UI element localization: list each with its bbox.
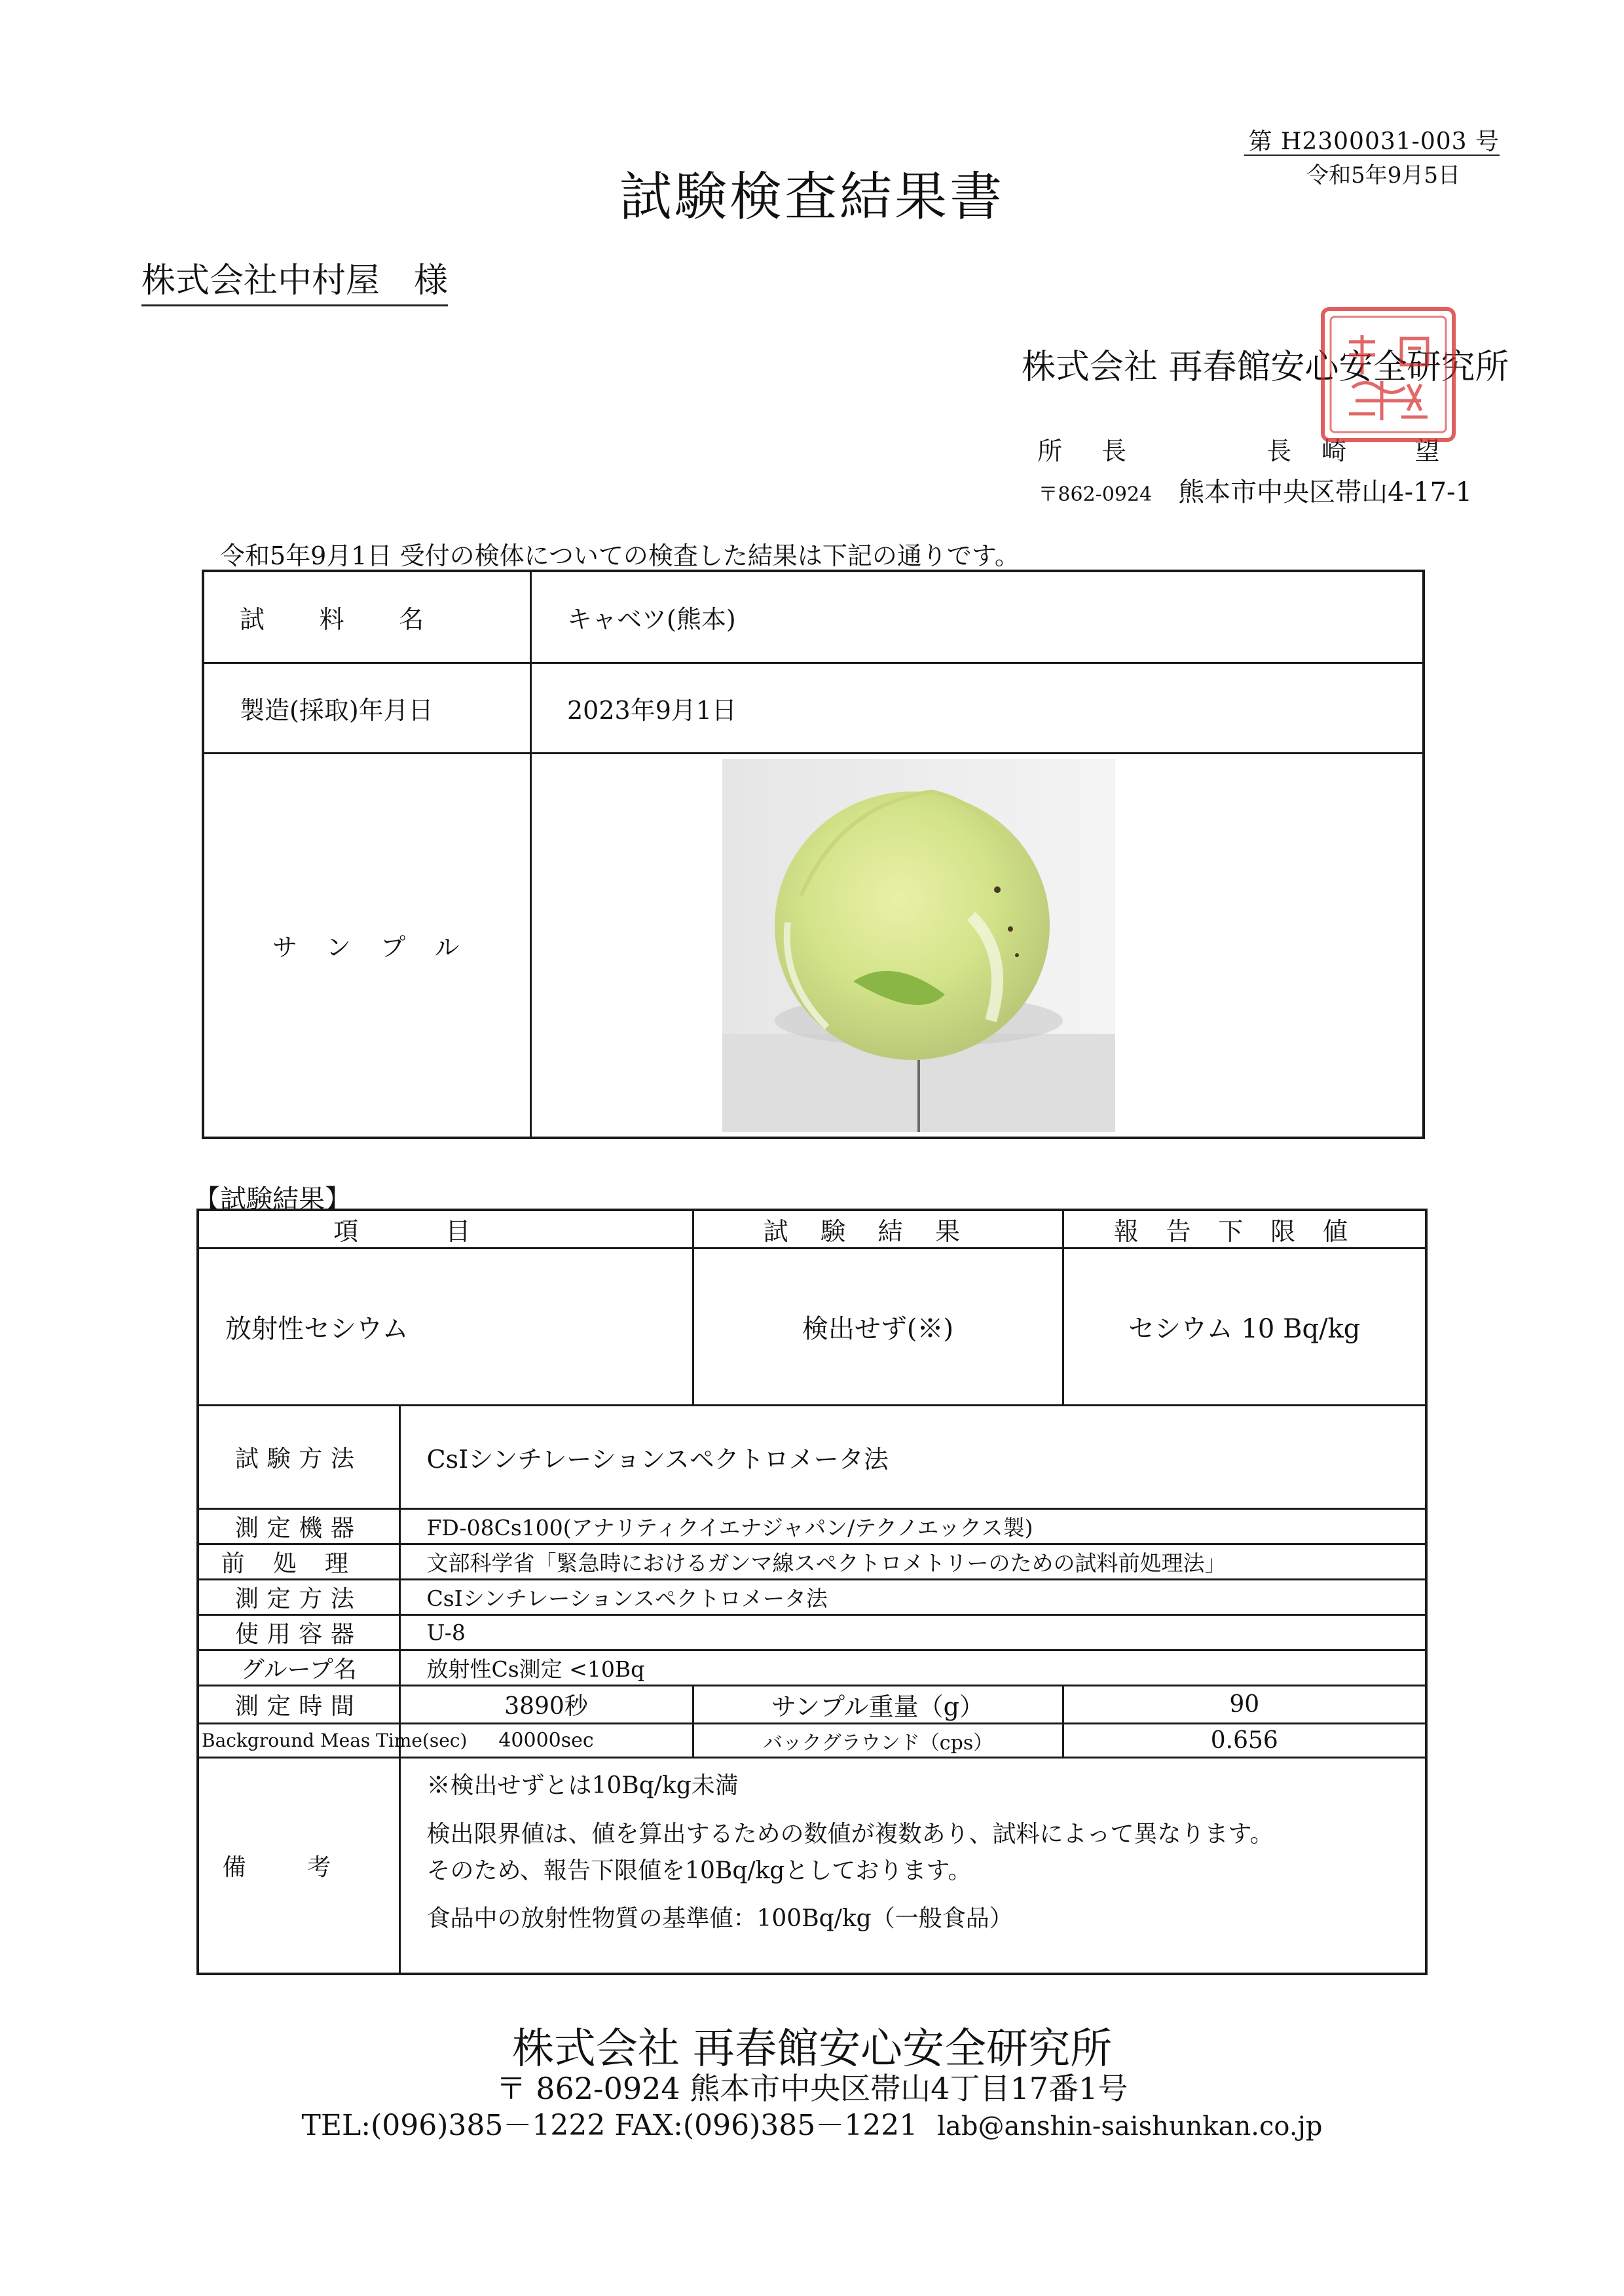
method-value: CsIシンチレーションスペクトロメータ法 [399,1406,1426,1509]
pretreatment-label: 前処理 [198,1544,399,1580]
result-item: 放射性セシウム [198,1248,693,1406]
remark-report-limit: そのため、報告下限値を10Bq/kgとしております。 [426,1857,972,1884]
time-value: 3890秒 [399,1686,693,1724]
instrument-label: 測定機器 [198,1509,399,1544]
document-number: 第 H2300031-003 号 [1248,128,1500,155]
remark-note: ※検出せずとは10Bq/kg未満 [426,1772,739,1799]
pretreatment-value: 文部科学省「緊急時におけるガンマ線スペクトロメトリーのための試料前処理法」 [399,1544,1426,1580]
remarks-cell [399,1758,1426,1974]
container-label: 使用容器 [198,1615,399,1650]
footer-address: 〒 862-0924 熊本市中央区帯山4丁目17番1号 [496,2071,1128,2106]
sample-photo-cell [531,753,1424,1138]
bg-label: バックグラウンド（cps） [693,1724,1063,1758]
time-label: 測定時間 [198,1686,399,1724]
footer-contact [0,2102,1624,2143]
bg-time-value: 40000sec [399,1724,693,1758]
issuer-address [1022,441,1472,509]
document-title: 試験検査結果書 [619,166,1005,227]
result-value: 検出せず(※) [693,1248,1063,1406]
measure-method-value: CsIシンチレーションスペクトロメータ法 [399,1580,1426,1615]
remarks-label: 備考 [198,1758,399,1974]
bg-value: 0.656 [1063,1724,1426,1758]
results-section-title: 【試験結果】 [194,1184,351,1214]
sample-name-label: 試料名 [203,571,531,663]
issuer-company: 株式会社 再春館安心安全研究所 [1022,348,1509,387]
header-item: 項目 [198,1210,693,1248]
header-limit: 報告下限値 [1063,1210,1426,1248]
recipient-name: 株式会社中村屋 様 [141,253,448,306]
remark-detection-limit: 検出限界値は、値を算出するための数値が複数あり、試料によって異なります。 [426,1820,1274,1848]
sample-name-value: キャベツ(熊本) [531,571,1424,663]
header-result: 試験結果 [693,1210,1063,1248]
director-role: 所長 [1037,437,1166,465]
group-value: 放射性Cs測定 <10Bq [399,1650,1426,1686]
group-label: グループ名 [198,1650,399,1686]
container-value: U-8 [399,1615,1426,1650]
issue-date: 令和5年9月5日 [1306,162,1460,189]
results-table [196,1209,1428,1975]
remark-standard: 食品中の放射性物質の基準値：100Bq/kg（一般食品） [426,1905,1013,1933]
footer-phone-fax: TEL:(096)385－1222 FAX:(096)385－1221 [301,2109,918,2142]
cabbage-photo [722,759,1115,1132]
director-name: 長崎 望 [1266,437,1470,465]
sample-info-table [202,570,1425,1139]
result-limit: セシウム 10 Bq/kg [1063,1248,1426,1406]
footer-company: 株式会社 再春館安心安全研究所 [511,2025,1113,2073]
issuer-street: 熊本市中央区帯山4-17-1 [1178,477,1473,507]
issuer-postal-code: 〒862-0924 [1038,483,1153,506]
sample-photo-label: サンプル [203,753,531,1138]
method-label: 試験方法 [198,1406,399,1509]
sample-date-label: 製造(採取)年月日 [203,663,531,753]
weight-label: サンプル重量（g） [693,1686,1063,1724]
sample-date-value: 2023年9月1日 [531,663,1424,753]
company-seal-stamp [1316,302,1460,446]
intro-text: 令和5年9月1日 受付の検体についての検査した結果は下記の通りです。 [220,541,1020,570]
instrument-value: FD-08Cs100(アナリティクイエナジャパン/テクノエックス製) [399,1509,1426,1544]
measure-method-label: 測定方法 [198,1580,399,1615]
bg-time-label: Background Meas Time(sec) [198,1724,399,1758]
weight-value: 90 [1063,1686,1426,1724]
footer-email: lab@anshin-saishunkan.co.jp [937,2111,1323,2141]
